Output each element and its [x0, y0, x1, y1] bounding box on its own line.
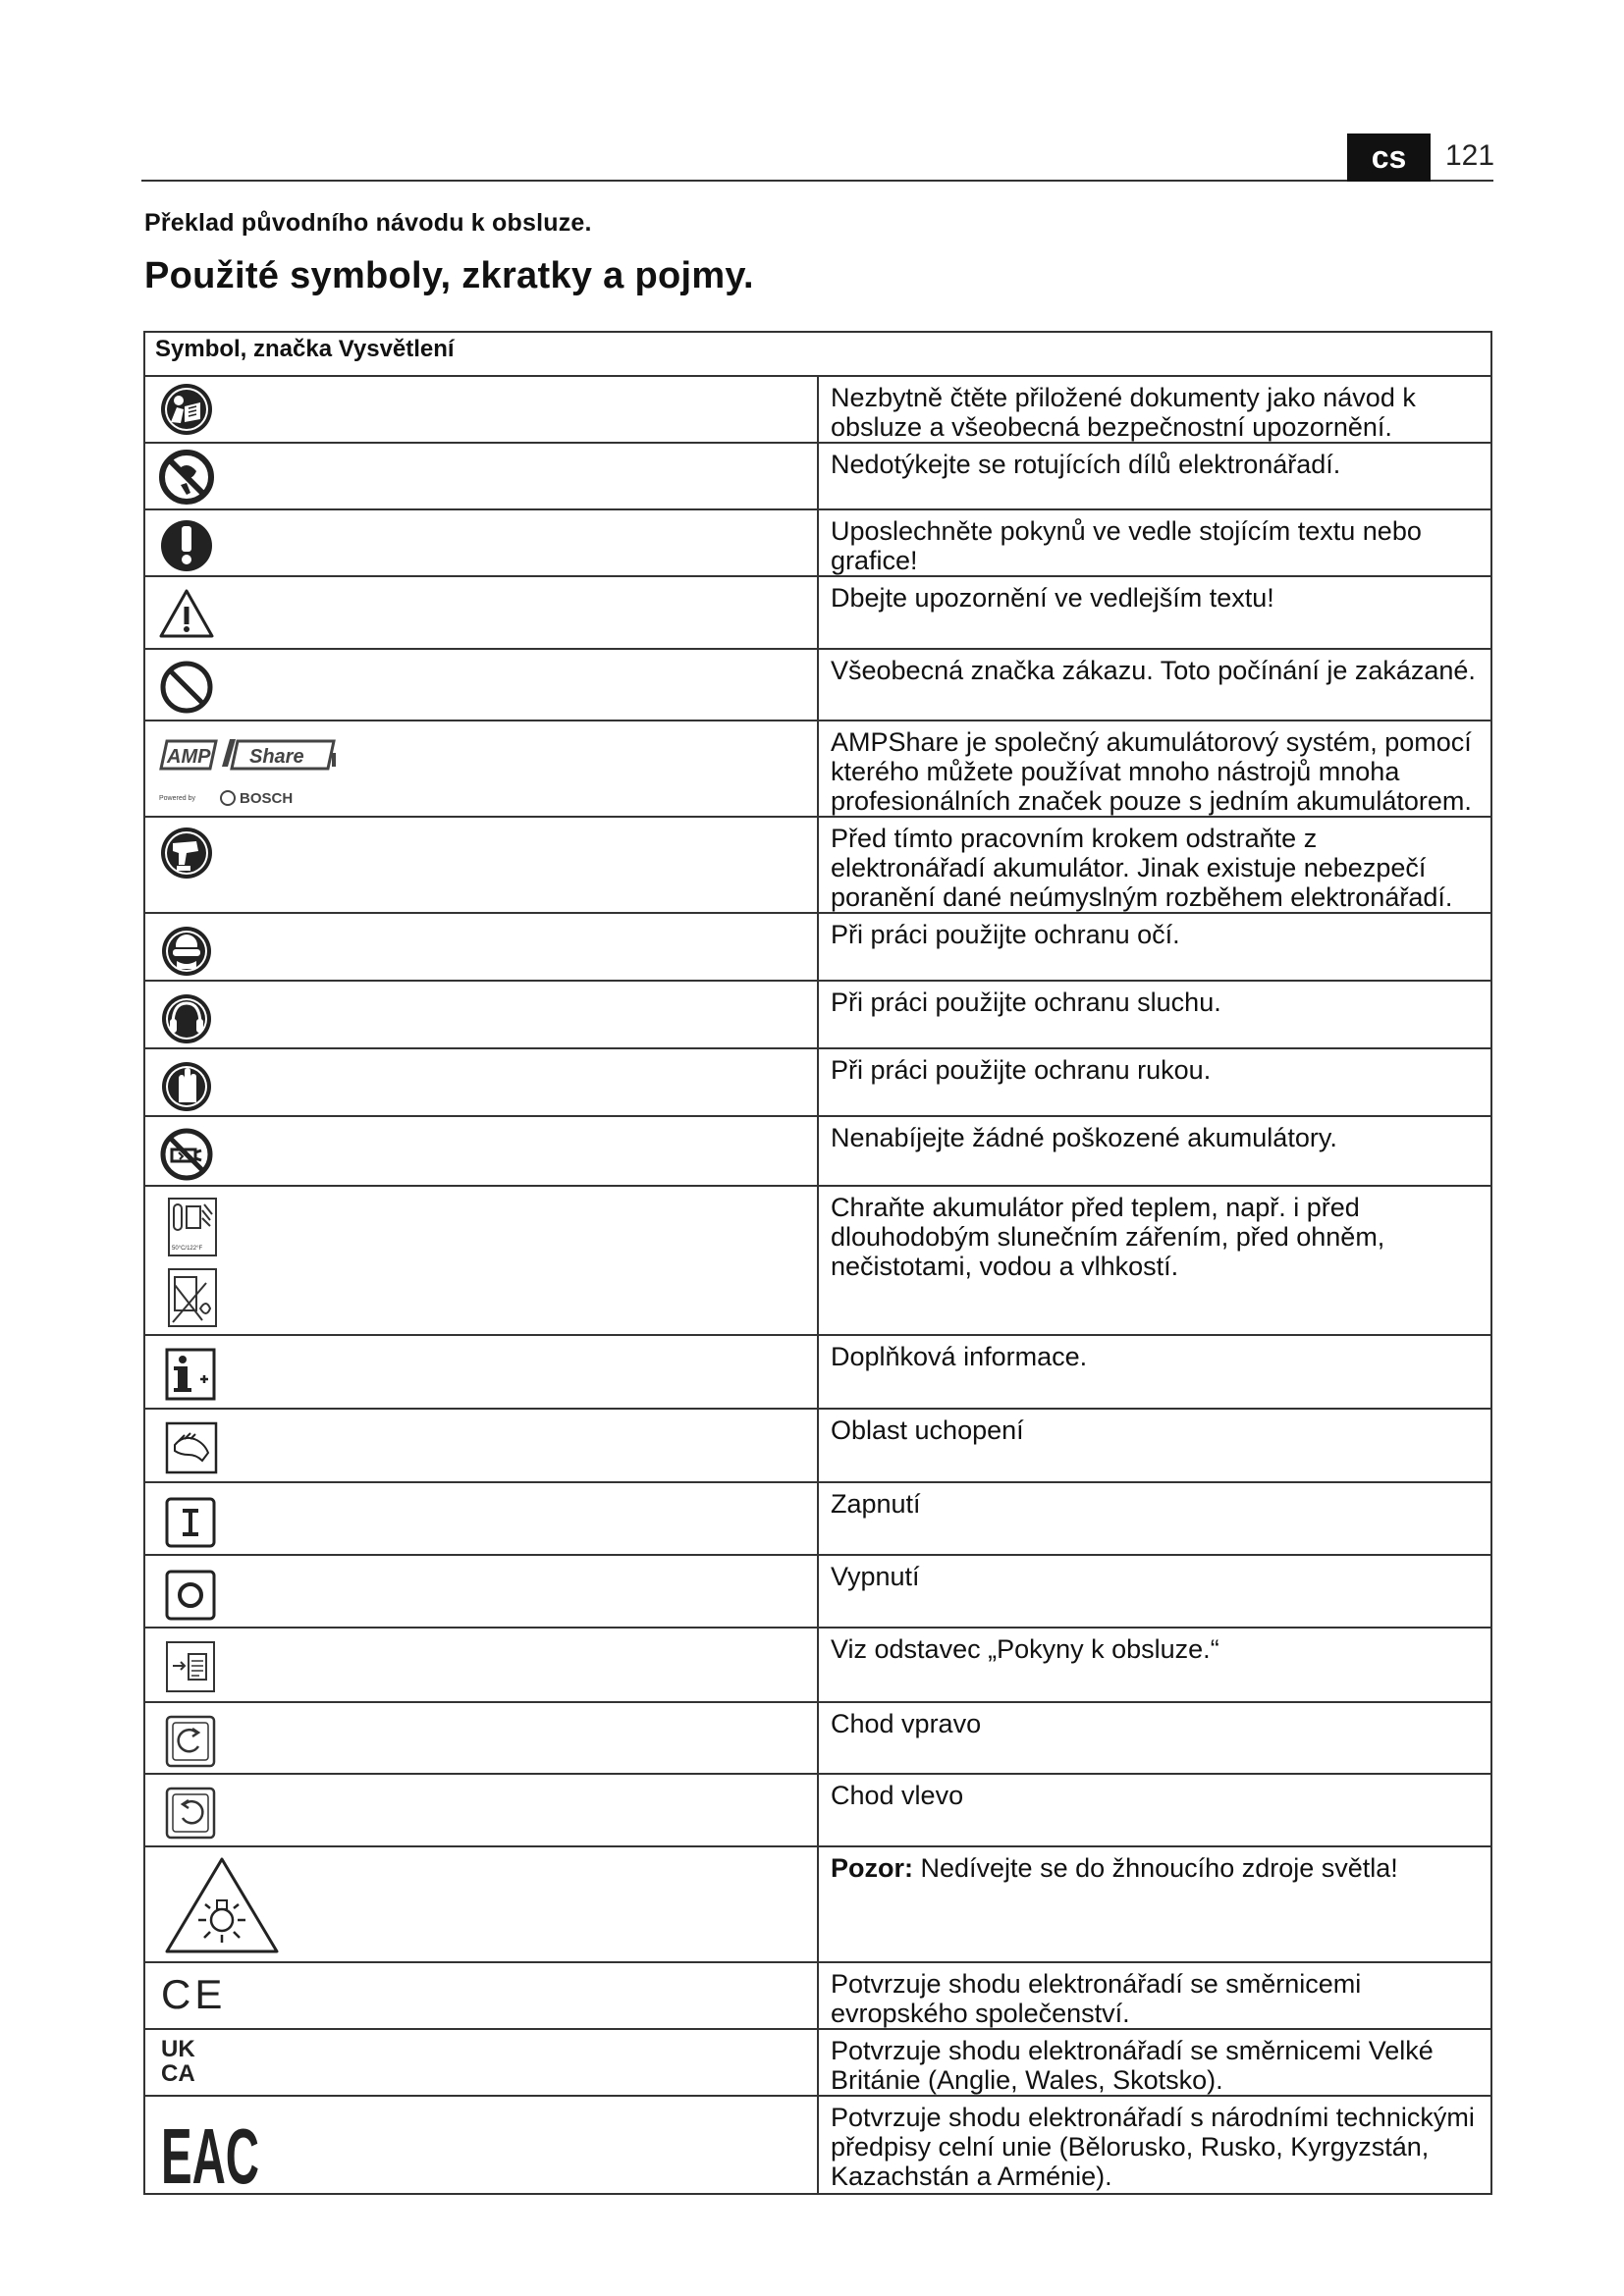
ampshare-logo-amp: AMP	[167, 746, 211, 768]
explanation-cell: Potvrzuje shodu elektronářadí se směrnicemi evropského společenství.	[818, 1962, 1491, 2029]
symbol-cell	[144, 1186, 818, 1335]
symbol-cell	[144, 1116, 818, 1186]
table-row	[144, 913, 1491, 981]
ampshare-powered-by: Powered by	[159, 795, 195, 802]
explanation-cell: Dbejte upozornění ve vedlejším textu!	[818, 576, 1491, 649]
table-row	[144, 443, 1491, 509]
ukca-mark-ca: CA	[161, 2060, 195, 2087]
table-row	[144, 1774, 1491, 1846]
explanation-cell: Potvrzuje shodu elektronářadí se směrnicemi Velké Británie (Anglie, Wales, Skotsko).	[818, 2029, 1491, 2096]
table-row	[144, 1048, 1491, 1116]
table-row	[144, 1702, 1491, 1774]
table-row	[144, 1409, 1491, 1482]
table-row	[144, 2096, 1491, 2194]
symbol-cell	[144, 1482, 818, 1555]
ukca-mark-uk: UK	[161, 2036, 195, 2062]
table-row	[144, 2029, 1491, 2096]
symbol-cell	[144, 1555, 818, 1628]
table-row	[144, 981, 1491, 1048]
table-row	[144, 1116, 1491, 1186]
table-row	[144, 1186, 1491, 1335]
explanation-cell: Oblast uchopení	[818, 1409, 1491, 1482]
battery-heat-protection-icon	[157, 1187, 226, 1332]
eac-mark-text: EAC	[161, 2112, 259, 2200]
explanation-cell: Nenabíjejte žádné poškozené akumulátory.	[818, 1116, 1491, 1186]
table-row	[144, 1335, 1491, 1409]
page-number: 121	[1445, 139, 1495, 172]
explanation-cell: Před tímto pracovním krokem odstraňte z elektronářadí akumulátor. Jinak existuje nebezpečí poranění dané neúmyslným rozběhem elektronářadí.	[818, 817, 1491, 913]
symbol-cell	[144, 376, 818, 443]
explanation-cell: Potvrzuje shodu elektronářadí s národními technickými předpisy celní unie (Bělorusko, Rusko, Kyrgyzstán, Kazachstán a Arménie).	[818, 2096, 1491, 2194]
ce-mark-icon	[157, 1963, 236, 2016]
symbol-cell	[144, 576, 818, 649]
explanation-cell: Uposlechněte pokynů ve vedle stojícím textu nebo grafice!	[818, 509, 1491, 576]
table-row	[144, 1482, 1491, 1555]
symbol-cell	[144, 2096, 818, 2200]
explanation-cell	[818, 1846, 1491, 1962]
symbol-cell	[144, 1048, 818, 1116]
explanation-cell: Doplňková informace.	[818, 1335, 1491, 1409]
switch-off-icon	[157, 1556, 216, 1625]
hearing-protection-icon	[157, 982, 216, 1044]
symbol-cell	[144, 1774, 818, 1846]
explanation-cell: Při práci použijte ochranu očí.	[818, 913, 1491, 981]
table-header-row	[144, 332, 1491, 376]
symbol-cell	[144, 649, 818, 721]
symbol-cell	[144, 1409, 818, 1482]
no-touch-rotating-icon	[157, 444, 216, 507]
ce-mark-text: CE	[161, 1971, 227, 2017]
explanation-cell: Zapnutí	[818, 1482, 1491, 1555]
symbol-cell	[144, 1335, 818, 1409]
table-row	[144, 1628, 1491, 1702]
explanation-cell: Vypnutí	[818, 1555, 1491, 1628]
symbol-cell	[144, 1628, 818, 1702]
eac-mark-icon	[157, 2097, 265, 2200]
explanation-cell: Chod vpravo	[818, 1702, 1491, 1774]
explanation-cell: Všeobecná značka zákazu. Toto počínání je zakázané.	[818, 649, 1491, 721]
explanation-cell: Chraňte akumulátor před teplem, např. i před dlouhodobým slunečním zářením, před ohněm, nečistotami, vodou a vlhkostí.	[818, 1186, 1491, 1335]
remove-battery-icon	[157, 818, 216, 881]
symbol-cell	[144, 443, 818, 509]
symbols-table	[143, 331, 1492, 2200]
explanation-cell: Nezbytně čtěte přiložené dokumenty jako návod k obsluze a všeobecná bezpečnostní upozornění.	[818, 376, 1491, 443]
header-symbol: Symbol, značka	[155, 336, 333, 362]
info-plus-icon	[157, 1336, 216, 1405]
table-row	[144, 721, 1491, 817]
switch-on-icon	[157, 1483, 216, 1552]
table-row	[144, 1555, 1491, 1628]
symbol-cell	[144, 2029, 818, 2096]
explanation-cell: Chod vlevo	[818, 1774, 1491, 1846]
explanation-cell: AMPShare je společný akumulátorový systém, pomocí kterého můžete používat mnoho nástrojů mnoha profesionálních značek pouze s jedním akumulátorem.	[818, 721, 1491, 817]
symbol-cell	[144, 913, 818, 981]
temperature-label: 50°C/122°F	[172, 1246, 203, 1252]
header-explanation: Vysvětlení	[338, 336, 455, 362]
page-title: Použité symboly, zkratky a pojmy.	[144, 255, 754, 296]
table-row	[144, 817, 1491, 913]
symbol-cell	[144, 981, 818, 1048]
document-subtitle: Překlad původního návodu k obsluze.	[144, 209, 592, 237]
rotation-right-icon	[157, 1703, 216, 1772]
rotation-left-icon	[157, 1775, 216, 1843]
symbol-cell	[144, 1962, 818, 2029]
prohibition-icon	[157, 650, 216, 717]
read-manual-icon	[157, 377, 216, 438]
language-badge: cs	[1347, 133, 1431, 182]
warning-triangle-icon	[157, 577, 216, 642]
ampshare-logo-icon	[157, 721, 344, 812]
ampshare-bosch-brand: BOSCH	[240, 790, 294, 807]
explanation-cell: Viz odstavec „Pokyny k obsluze.“	[818, 1628, 1491, 1702]
symbol-cell	[144, 721, 818, 817]
table-row	[144, 509, 1491, 576]
table-header	[144, 332, 1491, 376]
see-section-icon	[157, 1629, 216, 1697]
table-row	[144, 649, 1491, 721]
explanation-cell: Nedotýkejte se rotujících dílů elektronářadí.	[818, 443, 1491, 509]
caution-text: Nedívejte se do žhnoucího zdroje světla!	[913, 1853, 1398, 1883]
no-charge-damaged-battery-icon	[157, 1117, 216, 1180]
explanation-cell: Při práci použijte ochranu rukou.	[818, 1048, 1491, 1116]
eye-protection-icon	[157, 914, 216, 977]
ukca-mark-icon	[157, 2030, 216, 2085]
symbol-cell	[144, 509, 818, 576]
grip-area-icon	[157, 1410, 216, 1478]
header-rule	[141, 180, 1493, 182]
exclamation-mandatory-icon	[157, 510, 216, 575]
explanation-cell: Při práci použijte ochranu sluchu.	[818, 981, 1491, 1048]
table-row	[144, 1962, 1491, 2029]
table-row	[144, 1846, 1491, 1962]
symbol-cell	[144, 1702, 818, 1774]
caution-label: Pozor:	[831, 1853, 913, 1883]
light-warning-icon	[157, 1847, 285, 1959]
hand-protection-icon	[157, 1049, 216, 1112]
symbol-cell	[144, 817, 818, 913]
table-row	[144, 576, 1491, 649]
table-row	[144, 376, 1491, 443]
symbol-cell	[144, 1846, 818, 1962]
ampshare-logo-share: Share	[249, 746, 304, 768]
